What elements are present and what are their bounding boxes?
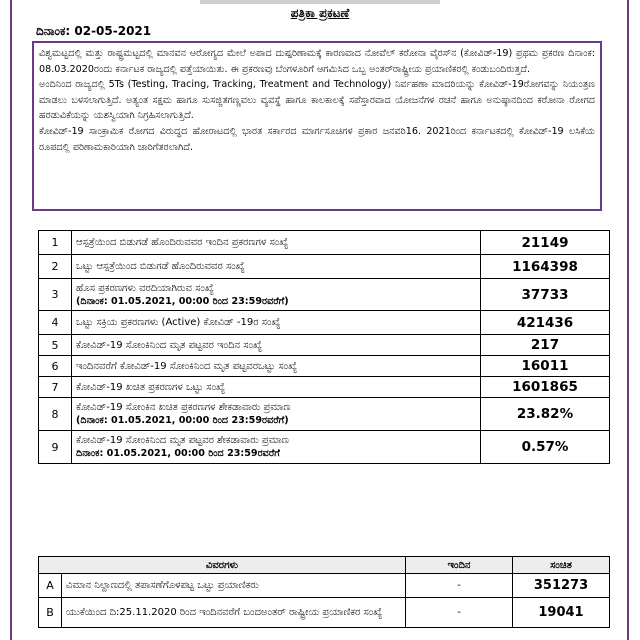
stats-row	[39, 279, 610, 311]
stat-desc: ಕೋವಿಡ್-19 ಖಚಿತ ಪ್ರಕರಣಗಳ ಒಟ್ಟು ಸಂಖ್ಯೆ	[76, 381, 226, 393]
stats-row	[39, 335, 610, 356]
intro-paragraph-3: ಕೋವಿಡ್-19 ಸಾಂಕ್ರಾಮಿಕ ರೋಗದ ವಿರುದ್ಧದ ಹೋರಾಟದಲ್ಲಿ ಭಾರತ ಸರ್ಕಾರದ ಮಾರ್ಗಸೂಚಿಗಳ ಪ್ರಕಾರ ಜನವರಿ16. 2021ರಿಂದ ಕರ್ನಾಟಕದಲ್ಲಿ ಕೋವಿಡ್-19 ಲಸಿಕೆಯ ರೂಪದಲ್ಲಿ ಪರಿಣಾಮಕಾರಿಯಾಗಿ ಜಾರಿಗೆತರಲಾಗಿದೆ.	[39, 125, 595, 153]
stat-desc-cell	[72, 311, 481, 335]
stat-sl: 1	[39, 231, 72, 255]
stat-value: 217	[481, 335, 610, 356]
stat-desc: ಹೊಸ ಪ್ರಕರಣಗಳು ವರದಿಯಾಗಿರುವ ಸಂಖ್ಯೆ	[76, 282, 214, 294]
date-value: 02-05-2021	[74, 24, 152, 38]
travel-table	[38, 556, 610, 628]
travel-cumulative: 19041	[513, 598, 610, 628]
stat-value: 1601865	[481, 377, 610, 398]
travel-header-row	[39, 557, 610, 574]
stat-desc: ಕೋವಿಡ್-19 ಸೋಂಕಿನ ಖಚಿತ ಪ್ರಕರಣಗಳ ಶೇಕಡಾವಾರು ಪ್ರಮಾಣ	[76, 402, 291, 413]
stats-row	[39, 398, 610, 431]
stats-row	[39, 377, 610, 398]
press-date	[36, 24, 151, 39]
stat-sub: ದಿನಾಂಕ: 01.05.2021, 00:00 ರಿಂದ 23:59ರವರೆಗೆ	[76, 448, 280, 459]
stat-desc: ಇಂದಿನವರೆಗೆ ಕೋವಿಡ್-19 ಸೋಂಕಿನಿಂದ ಮೃತ ಪಟ್ಟವರಒಟ್ಟು ಸಂಖ್ಯೆ	[76, 360, 298, 372]
stat-value: 421436	[481, 311, 610, 335]
stats-row	[39, 255, 610, 279]
top-banner-edge	[200, 0, 440, 4]
intro-paragraph-1: ವಿಶ್ವಮಟ್ಟದಲ್ಲಿ ಮತ್ತು ರಾಷ್ಟ್ರಮಟ್ಟದಲ್ಲಿ ಮಾನವನ ಆರೋಗ್ಯದ ಮೇಲೆ ಅಪಾದ ದುಷ್ಪರಿಣಾಮಕ್ಕೆ ಕಾರಣವಾದ ನೋವೆಲ್ ಕರೋನಾ ವೈರಸ್‌ನ (ಕೋವಿಡ್-19) ಪ್ರಥಮ ಪ್ರಕರಣ ದಿನಾಂಕ: 08.03.2020ರಂದು ಕರ್ನಾಟಕ ರಾಜ್ಯದಲ್ಲಿ ಪತ್ತೆಯಾಯಿತು. ಈ ಪ್ರಕರಣವು ಬೆಂಗಳೂರಿಗೆ ಆಗಮಿಸಿದ ಒಬ್ಬ ಅಂತರ್‌ರಾಷ್ಟ್ರೀಯ ಪ್ರಯಾಣಿಕರಲ್ಲಿ ಕಂಡುಬಂದಿರುತ್ತದೆ.	[39, 48, 595, 75]
travel-row	[39, 598, 610, 628]
stats-table	[38, 230, 610, 464]
stat-value: 37733	[481, 279, 610, 311]
travel-cumulative: 351273	[513, 574, 610, 598]
stat-desc-cell	[72, 279, 481, 311]
stat-sl: 7	[39, 377, 72, 398]
stat-value: 21149	[481, 231, 610, 255]
stat-desc: ಒಟ್ಟು ಆಸ್ಪತ್ರೆಯಿಂದ ಬಿಡುಗಡೆ ಹೊಂದಿರುವವರ ಸಂಖ್ಯೆ	[76, 261, 245, 272]
intro-paragraph-2: ಅಂದಿನಿಂದ ರಾಜ್ಯದಲ್ಲಿ 5Ts (Testing, Tracing, Tracking, Treatment and Technology) ನಿರ್ವಹಣಾ ಮಾದರಿಯನ್ನು ಕೋವಿಡ್-19ರೋಗವನ್ನು ನಿಯಂತ್ರಣ ಮಾಡಲು ಬಳಸಲಾಗುತ್ತಿದೆ. ಅತ್ಯಂತ ಸಕ್ಷಮ ಹಾಗೂ ಸುಸಜ್ಜಿತಗಣ್ಣವಲು ವ್ಯವಸ್ಥೆ ಹಾಗೂ ಕಾಲಕಾಲಕ್ಕೆ ಸಪೆಸ್ತಾರವಾದ ಯೋಜನೆಗಳ ರಚನೆ ಹಾಗೂ ಅನುಷ್ಠಾನದಿಂದ ಕರೋನಾ ರೋಗದ ಹರಡುವಿಕೆಯನ್ನು ಯಶಸ್ವಿಯಾಗಿ ನಿಗ್ರಹಿಸಲಾಗುತ್ತಿದೆ.	[39, 79, 595, 122]
page-title: ಪತ್ರಿಕಾ ಪ್ರಕಟಣೆ	[290, 6, 350, 20]
intro-box	[32, 41, 602, 211]
stat-desc: ಕೋವಿಡ್-19 ಸೋಂಕಿನಿಂದ ಮೃತ ಪಟ್ಟವರ ಇಂದಿನ ಸಂಖ್ಯೆ	[76, 339, 263, 351]
stat-sl: 6	[39, 356, 72, 377]
travel-today: -	[406, 598, 513, 628]
stat-sl: 9	[39, 431, 72, 464]
stat-desc: ಕೋವಿಡ್-19 ಸೋಂಕಿನಿಂದ ಮೃತ ಪಟ್ಟವರ ಶೇಕಡಾವಾರು ಪ್ರಮಾಣ	[76, 435, 289, 446]
stats-row	[39, 431, 610, 464]
stat-value: 1164398	[481, 255, 610, 279]
stats-row	[39, 231, 610, 255]
travel-sl: B	[39, 598, 62, 628]
stat-sl: 3	[39, 279, 72, 311]
stat-value: 23.82%	[481, 398, 610, 431]
travel-desc: ವಿಮಾನ ನಿಲ್ದಾಣದಲ್ಲಿ ತಪಾಸಣೆಗೊಳಪಟ್ಟ ಒಟ್ಟು ಪ್ರಯಾಣಿಕರು	[62, 574, 406, 598]
stat-desc-cell	[72, 335, 481, 356]
stat-sl: 8	[39, 398, 72, 431]
stats-row	[39, 356, 610, 377]
stat-desc-cell	[72, 231, 481, 255]
stat-desc: ಆಸ್ಪತ್ರೆಯಿಂದ ಬಿಡುಗಡೆ ಹೊಂದಿರುವವರ ಇಂದಿನ ಪ್ರಕರಣಗಳ ಸಂಖ್ಯೆ	[76, 237, 289, 248]
header-cumulative: ಸಂಚಿತ	[513, 557, 610, 574]
travel-row	[39, 574, 610, 598]
stats-row	[39, 311, 610, 335]
stat-desc-cell	[72, 356, 481, 377]
stat-sl: 4	[39, 311, 72, 335]
header-details: ವಿವರಗಳು	[39, 557, 406, 574]
travel-today: -	[406, 574, 513, 598]
date-label: ದಿನಾಂಕ:	[36, 24, 71, 38]
stat-desc-cell	[72, 377, 481, 398]
stat-desc: ಒಟ್ಟು ಸಕ್ರಿಯ ಪ್ರಕರಣಗಳು (Active) ಕೋವಿಡ್ -19ರ ಸಂಖ್ಯೆ	[76, 317, 281, 328]
stat-sl: 5	[39, 335, 72, 356]
stat-desc-cell	[72, 255, 481, 279]
stat-desc-cell	[72, 398, 481, 431]
stat-value: 0.57%	[481, 431, 610, 464]
stat-desc-cell	[72, 431, 481, 464]
header-today: ಇಂದಿನ	[406, 557, 513, 574]
stat-value: 16011	[481, 356, 610, 377]
travel-desc: ಯುಕೆಯಿಂದ ದಿ:25.11.2020 ರಿಂದ ಇಂದಿನವರೆಗೆ ಬಂದಅಂತರ್ ರಾಷ್ಟ್ರೀಯ ಪ್ರಯಾಣಿಕರ ಸಂಖ್ಯೆ	[62, 598, 406, 628]
stat-sl: 2	[39, 255, 72, 279]
stat-sub: (ದಿನಾಂಕ: 01.05.2021, 00:00 ರಿಂದ 23:59ರವರೆಗೆ)	[76, 295, 289, 307]
travel-sl: A	[39, 574, 62, 598]
stat-sub: (ದಿನಾಂಕ: 01.05.2021, 00:00 ರಿಂದ 23:59ರವರೆಗೆ)	[76, 415, 289, 426]
